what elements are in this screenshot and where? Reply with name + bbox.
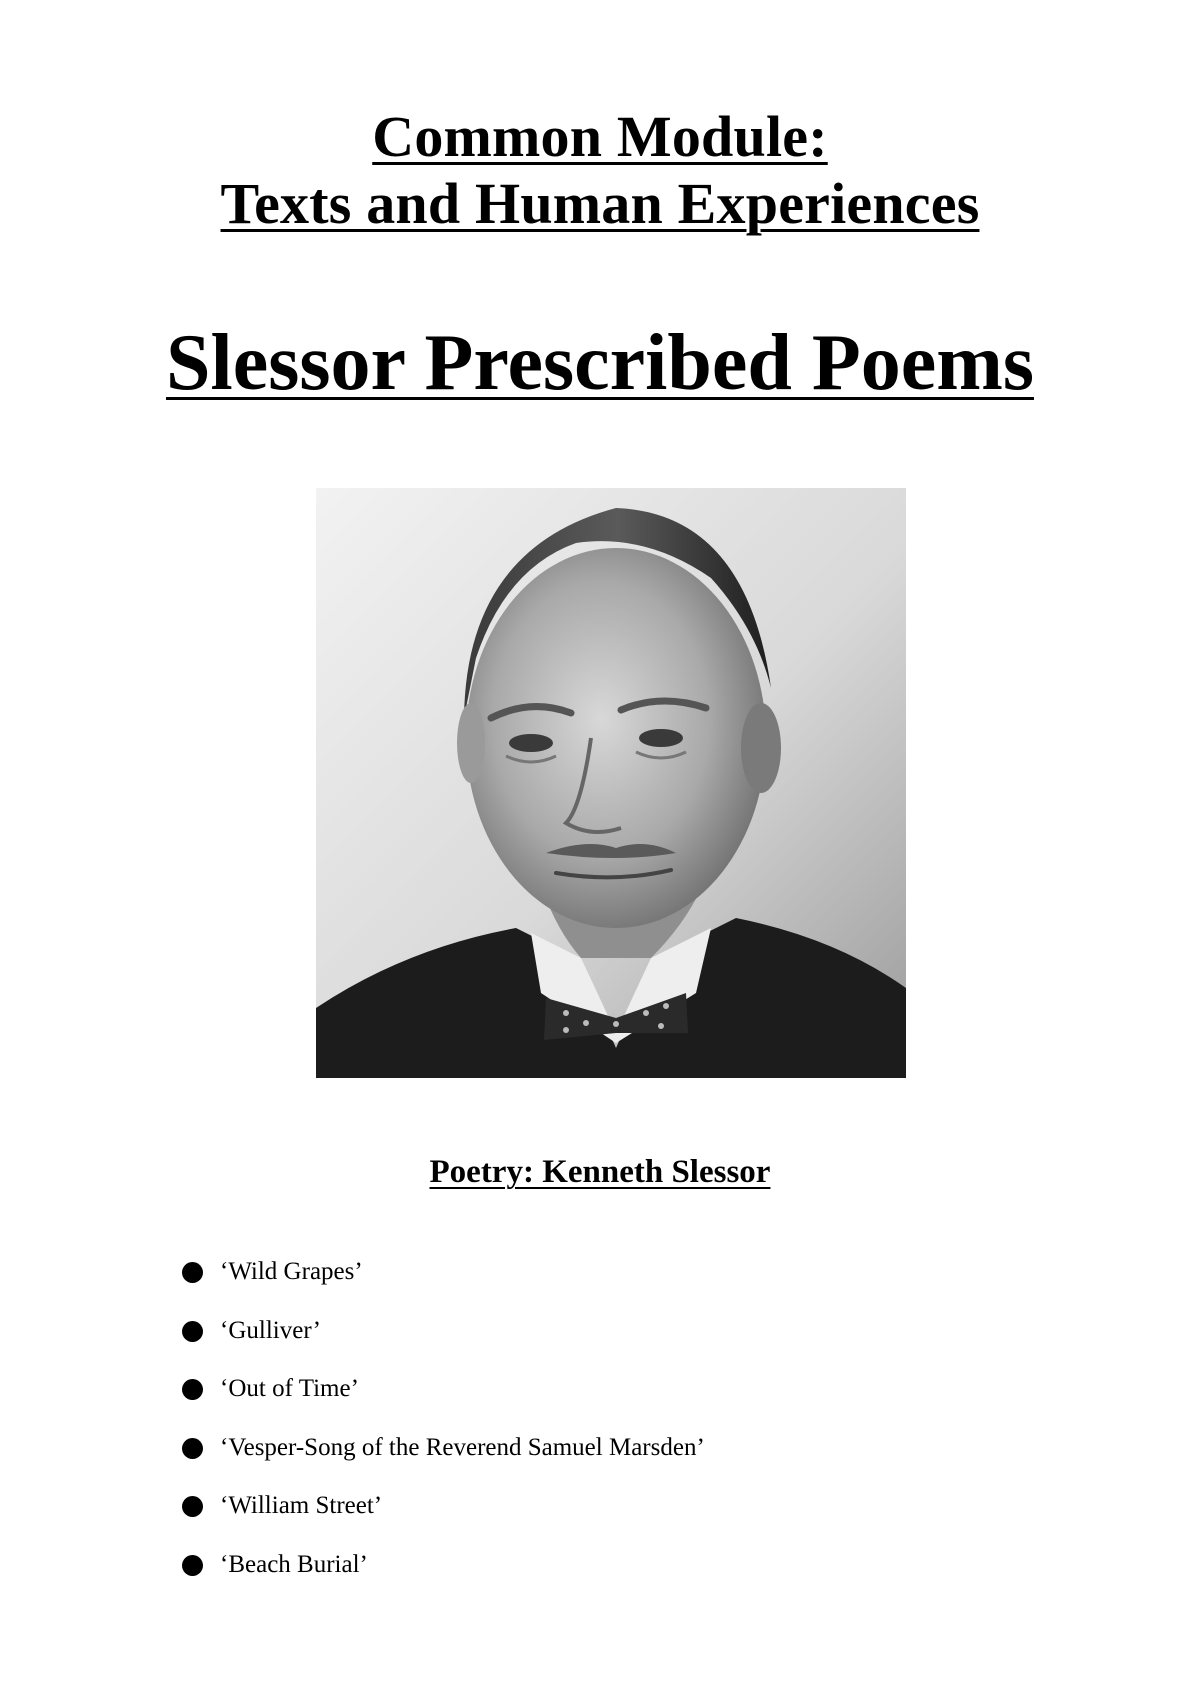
page-title: Slessor Prescribed Poems <box>165 319 1034 407</box>
author-portrait <box>316 488 906 1078</box>
bullet-icon <box>182 1321 203 1342</box>
poem-list-item <box>182 1548 705 1607</box>
poem-list-item <box>182 1431 705 1490</box>
module-title-line-1: Common Module: <box>372 104 828 169</box>
module-title-line-2: Texts and Human Experiences <box>220 171 980 236</box>
poem-list-item <box>182 1314 705 1373</box>
poem-title: ‘Wild Grapes’ <box>220 1258 363 1285</box>
poem-list <box>182 1255 705 1606</box>
bullet-icon <box>182 1262 203 1283</box>
portrait-illustration <box>316 488 906 1078</box>
poem-list-item <box>182 1489 705 1548</box>
bullet-icon <box>182 1555 203 1576</box>
poem-list-item <box>182 1255 705 1314</box>
poetry-heading: Poetry: Kenneth Slessor <box>429 1154 771 1190</box>
poem-title: ‘Beach Burial’ <box>220 1550 368 1578</box>
bullet-icon <box>182 1379 203 1400</box>
poem-title: ‘Gulliver’ <box>220 1316 321 1344</box>
poem-title: ‘Out of Time’ <box>220 1375 359 1402</box>
poem-title: ‘Vesper-Song of the Reverend Samuel Marsden’ <box>220 1433 705 1461</box>
poem-list-item <box>182 1372 705 1431</box>
bullet-icon <box>182 1438 203 1459</box>
poem-title: ‘William Street’ <box>220 1492 383 1519</box>
bullet-icon <box>182 1496 203 1517</box>
